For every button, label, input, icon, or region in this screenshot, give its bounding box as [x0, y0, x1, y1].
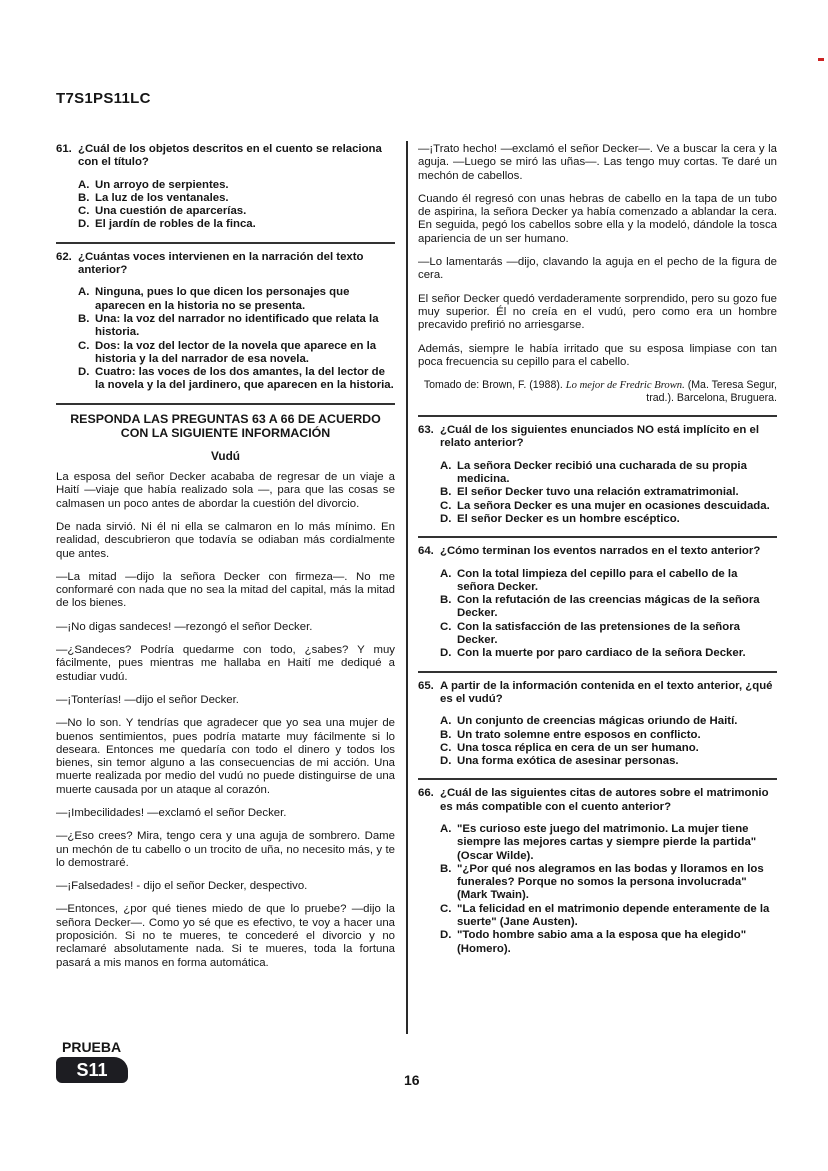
option-text: Con la satisfacción de las pretensiones de la señora Decker. — [457, 620, 740, 647]
question-stem: ¿Cuál de los siguientes enunciados NO está implícito en el relato anterior? — [440, 424, 760, 450]
story-paragraph: Cuando él regresó con unas hebras de cabello en la tapa de un tubo de aspirina, la señora Decker ya había comenzado a ablandar la cera. En seguida, pegó los cabellos sobre ella y la modeló, dándole la tosca apariencia de un ser humano. — [418, 192, 777, 245]
answer-option — [440, 903, 777, 930]
answer-option — [78, 313, 395, 340]
option-text: "¿Por qué nos alegramos en las bodas y lloramos en los funerales? Porque no somos la persona involucrada" (Mark Twain). — [457, 862, 764, 902]
option-text: Cuatro: las voces de los dos amantes, la del lector de la novela y la del jardinero, que aparecen en la historia. — [95, 366, 394, 392]
question-stem: ¿Cómo terminan los eventos narrados en el texto anterior? — [440, 545, 761, 558]
option-letter: B. — [440, 728, 452, 741]
option-letter: C. — [78, 339, 90, 352]
story-paragraph: —No lo son. Y tendrías que agradecer que yo sea una mujer de buenos sentimientos, pues podría matarte muy fácilmente si lo deseara. Entonces me quedaría con todo el dinero y todos los bienes, sin temor alguno a las consecuencias de mi acción. Una muerte realizada por medio del vudú no puede distinguirse de una muerte causada por un ataque al corazón. — [56, 717, 395, 796]
option-letter: D. — [440, 647, 452, 660]
option-text: Con la muerte por paro cardiaco de la señora Decker. — [457, 647, 746, 660]
story-title: Vudú — [210, 448, 241, 463]
answer-option — [440, 513, 777, 526]
answer-option — [440, 460, 777, 487]
question-stem: A partir de la información contenida en el texto anterior, ¿qué es el vudú? — [440, 679, 773, 705]
option-text: Un arroyo de serpientes. — [95, 178, 229, 191]
option-text: Un trato solemne entre esposos en conflicto. — [457, 728, 701, 741]
story-paragraph: —¿Sandeces? Podría quedarme con todo, ¿sabes? Y muy fácilmente, pues mientras me hallaba en Haití me dediqué a estudiar vudú. — [56, 644, 395, 683]
answer-option — [78, 366, 395, 393]
left-column — [56, 143, 395, 980]
question-stem: ¿Cuántas voces intervienen en la narración del texto anterior? — [78, 250, 364, 277]
answer-option — [440, 729, 777, 742]
option-text: "La felicidad en el matrimonio depende enteramente de la suerte" (Jane Austen). — [457, 902, 770, 929]
option-letter: B. — [78, 312, 90, 325]
option-letter: D. — [440, 512, 452, 525]
story-paragraph: —¡Falsedades! - dijo el señor Decker, despectivo. — [56, 880, 308, 893]
separator — [418, 415, 777, 417]
question-stem: ¿Cuál de los objetos descritos en el cuento se relaciona con el título? — [78, 143, 382, 169]
option-text: Una forma exótica de asesinar personas. — [457, 755, 679, 768]
answer-option — [440, 594, 777, 621]
answer-option — [78, 340, 395, 367]
story-paragraph: La esposa del señor Decker acababa de regresar de un viaje a Haití —viaje que había realizado sola —, para que las cosas se calmasen un poco antes de abordar la cuestión del divorcio. — [56, 471, 395, 510]
option-text: Ninguna, pues lo que dicen los personajes que aparecen en la historia no se presenta. — [95, 286, 350, 312]
story-paragraph: —¡No digas sandeces! —rezongó el señor Decker. — [56, 620, 313, 633]
answer-option — [440, 647, 777, 660]
story-paragraph: —¡Imbecilidades! —exclamó el señor Decker. — [56, 806, 287, 819]
answer-option — [78, 218, 395, 231]
question-number: 62. — [56, 250, 72, 263]
option-text: Un conjunto de creencias mágicas oriundo de Haití. — [457, 715, 738, 728]
story-paragraph: —Lo lamentarás —dijo, clavando la aguja en el pecho de la figura de cera. — [418, 256, 777, 282]
test-badge: S11 — [56, 1057, 128, 1083]
option-text: La señora Decker recibió una cucharada de su propia medicina. — [457, 459, 747, 486]
section-instruction: RESPONDA LAS PREGUNTAS 63 A 66 DE ACUERDO CON LA SIGUIENTE INFORMACIÓN — [70, 411, 381, 440]
option-text: Dos: la voz del lector de la novela que aparece en la historia y la del narrador de esa novela. — [95, 339, 377, 365]
option-text: Con la total limpieza del cepillo para el cabello de la señora Decker. — [457, 567, 738, 593]
answer-option — [78, 286, 395, 313]
question-66 — [418, 787, 777, 956]
source-book-title: Lo mejor de Fredric Brown. — [565, 380, 685, 392]
option-text: "Todo hombre sabio ama a la esposa que ha elegido" (Homero). — [457, 929, 747, 955]
column-divider — [406, 141, 408, 1034]
option-text: Una tosca réplica en cera de un ser humano. — [457, 741, 699, 754]
source-suffix: (Ma. Teresa Segur, trad.). Barcelona, Bruguera. — [646, 379, 777, 405]
story-paragraph: —La mitad —dijo la señora Decker con firmeza—. No me conformaré con nada que no sea la mitad del capital, más la mitad de los bienes. — [56, 570, 395, 610]
answer-option — [440, 500, 777, 513]
option-letter: C. — [440, 902, 452, 915]
option-text: El jardín de robles de la finca. — [95, 218, 256, 231]
separator — [418, 671, 777, 673]
answer-option — [440, 755, 777, 768]
option-text: La luz de los ventanales. — [95, 191, 229, 204]
story-paragraph: —Entonces, ¿por qué tienes miedo de que lo pruebe? —dijo la señora Decker—. Como yo sé que es efectivo, te voy a hacer una proposición. Si no te mueres, te concederé el divorcio y no reclamaré absolutamente nada. Si te mueres, toda la fortuna pasará a mis manos en forma automática. — [56, 903, 395, 969]
edge-mark — [818, 58, 824, 61]
answer-option — [78, 205, 395, 218]
option-letter: A. — [440, 459, 452, 472]
question-64 — [418, 545, 777, 660]
option-letter: D. — [440, 755, 452, 768]
option-text: Una cuestión de aparcerías. — [95, 205, 247, 218]
answer-option — [440, 863, 777, 903]
story-paragraph: El señor Decker quedó verdaderamente sorprendido, pero su gozo fue muy superior. Él no creía en el vudú, pero como era un hombre precavido prefirió no arriesgarse. — [418, 292, 777, 332]
option-letter: B. — [440, 594, 452, 607]
option-letter: B. — [440, 486, 452, 499]
story-paragraph: —¡Trato hecho! —exclamó el señor Decker—. Ve a buscar la cera y la aguja. —Luego se miró las uñas—. Las tengo muy cortas. Te daré un mechón de cabellos. — [418, 143, 777, 182]
answer-option — [440, 929, 777, 956]
option-letter: A. — [78, 286, 90, 299]
option-letter: B. — [440, 862, 452, 875]
separator — [56, 242, 395, 244]
answer-option — [440, 486, 777, 499]
option-letter: A. — [440, 715, 452, 728]
option-letter: C. — [440, 499, 452, 512]
question-65 — [418, 680, 777, 769]
page-code: T7S1PS11LC — [56, 90, 151, 107]
option-letter: C. — [78, 205, 90, 218]
test-label: PRUEBA — [62, 1039, 122, 1055]
answer-option — [440, 568, 777, 595]
source-prefix: Tomado de: Brown, F. (1988). — [423, 379, 566, 392]
option-letter: A. — [440, 822, 452, 835]
story-paragraph: —¡Tonterías! —dijo el señor Decker. — [56, 693, 239, 706]
option-letter: D. — [78, 218, 90, 231]
option-text: La señora Decker es una mujer en ocasiones descuidada. — [457, 499, 770, 512]
option-letter: C. — [440, 741, 452, 754]
option-text: El señor Decker es un hombre escéptico. — [457, 512, 680, 525]
answer-option — [440, 823, 777, 863]
answer-option — [440, 715, 777, 728]
question-number: 66. — [418, 787, 434, 800]
option-letter: A. — [78, 178, 90, 191]
option-letter: D. — [78, 366, 90, 379]
question-63 — [418, 424, 777, 526]
option-letter: C. — [440, 620, 452, 633]
answer-option — [440, 621, 777, 648]
option-letter: A. — [440, 567, 452, 580]
answer-option — [78, 179, 395, 192]
question-number: 64. — [418, 545, 434, 558]
story-paragraph: Además, siempre le había irritado que su esposa limpiase con tan poca frecuencia su cepillo para el cabello. — [418, 342, 777, 368]
story-source — [418, 379, 777, 405]
answer-option — [78, 192, 395, 205]
separator — [418, 536, 777, 538]
question-number: 61. — [56, 143, 72, 155]
right-column — [418, 143, 777, 956]
question-stem: ¿Cuál de las siguientes citas de autores sobre el matrimonio es más compatible con el cuento anterior? — [440, 787, 769, 813]
story-paragraph: —¿Eso crees? Mira, tengo cera y una aguja de sombrero. Dame un mechón de tu cabello o un trocito de uña, no necesito más, y te lo demostraré. — [56, 830, 395, 869]
question-number: 63. — [418, 424, 434, 437]
option-text: El señor Decker tuvo una relación extramatrimonial. — [457, 486, 739, 499]
question-number: 65. — [418, 679, 434, 692]
option-text: "Es curioso este juego del matrimonio. La mujer tiene siempre las mejores cartas y siempre pierde la partida" (Oscar Wilde). — [457, 822, 757, 862]
story-paragraph: De nada sirvió. Ni él ni ella se calmaron en lo más mínimo. En realidad, descubrieron que todavía se odiaban más cordialmente que antes. — [56, 520, 395, 560]
page-number: 16 — [404, 1072, 420, 1088]
option-text: Con la refutación de las creencias mágicas de la señora Decker. — [457, 594, 760, 620]
option-letter: D. — [440, 929, 452, 942]
option-letter: B. — [78, 191, 90, 204]
answer-option — [440, 742, 777, 755]
separator — [418, 778, 777, 780]
separator — [56, 403, 395, 405]
option-text: Una: la voz del narrador no identificado que relata la historia. — [95, 312, 379, 339]
question-61 — [56, 143, 395, 232]
question-62 — [56, 251, 395, 393]
